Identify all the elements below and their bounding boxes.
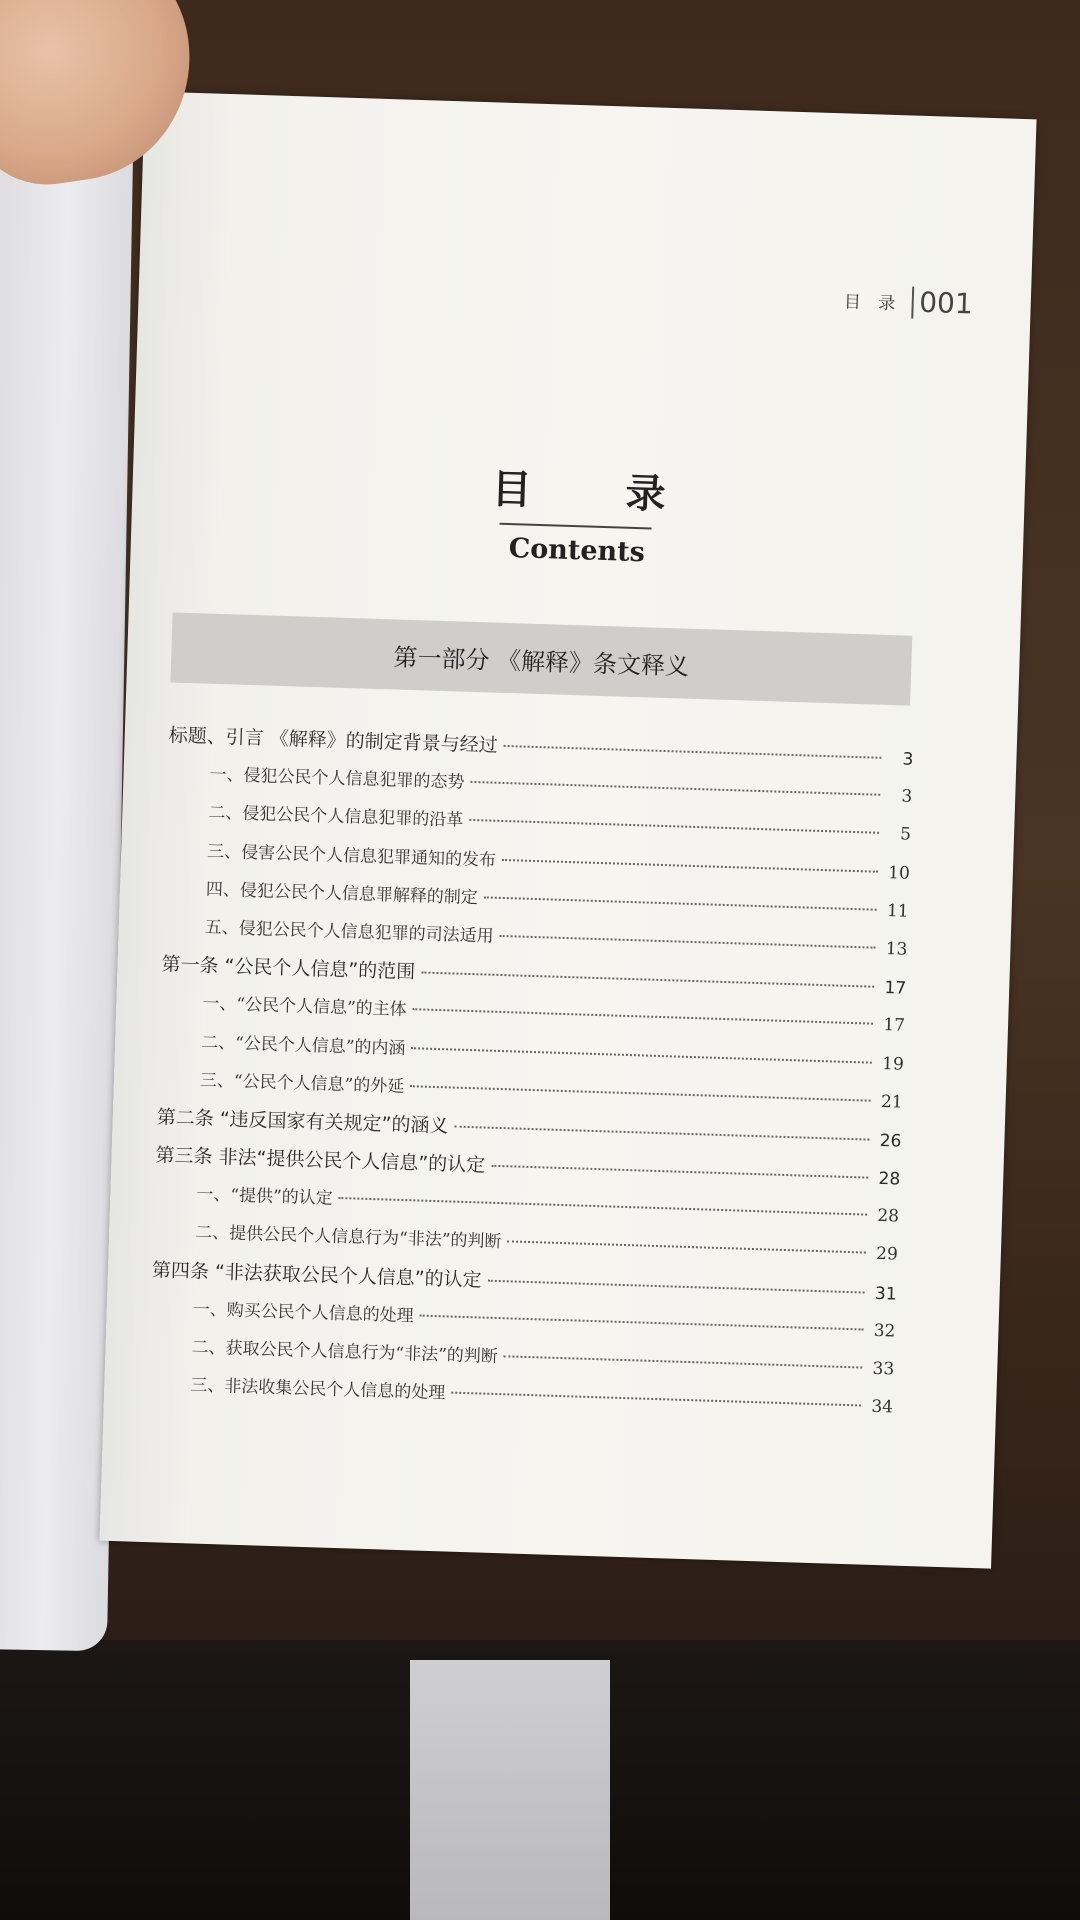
toc-dot-leader	[469, 819, 879, 834]
toc-entry-page: 28	[877, 1206, 900, 1227]
toc-entry-label: 第四条 “非法获取公民个人信息”的认定	[151, 1258, 482, 1292]
header-page-number: 001	[918, 285, 974, 321]
toc-dot-leader	[451, 1392, 861, 1407]
toc-dot-leader	[507, 1241, 865, 1254]
toc-dot-leader	[484, 896, 877, 910]
toc-entry-label: 第二条 “违反国家有关规定”的涵义	[156, 1106, 449, 1138]
toc-entry-label: 三、侵害公民个人信息犯罪通知的发布	[206, 841, 497, 871]
toc-entry-page: 28	[878, 1168, 901, 1190]
toc-dot-leader	[502, 859, 878, 873]
toc-dot-leader	[421, 972, 874, 988]
toc-entry-label: 第一条 “公民个人信息”的范围	[161, 953, 416, 984]
toc-dot-leader	[339, 1197, 867, 1216]
toc-entry-page: 3	[901, 786, 913, 807]
toc-entry-page: 17	[883, 1015, 906, 1036]
toc-entry-page: 17	[884, 978, 907, 999]
toc-entry-page: 29	[875, 1244, 899, 1266]
toc-entry-label: 二、“公民个人信息”的内涵	[200, 1032, 406, 1059]
toc-entry-page: 31	[874, 1283, 897, 1305]
toc-entry-label: 标题、引言 《解释》的制定背景与经过	[168, 724, 499, 757]
book-page	[99, 91, 1036, 1568]
light-strip	[410, 1660, 610, 1920]
header-divider	[911, 286, 914, 318]
toc-entry-page: 19	[881, 1053, 905, 1075]
toc-entry-label: 三、非法收集公民个人信息的处理	[190, 1375, 446, 1404]
toc-dot-leader	[504, 745, 882, 759]
toc-entry-page: 3	[902, 749, 914, 770]
page-subtitle: Contents	[508, 533, 646, 569]
toc-dot-leader	[420, 1314, 864, 1330]
toc-dot-leader	[410, 1085, 870, 1101]
toc-dot-leader	[491, 1165, 868, 1179]
toc-dot-leader	[413, 1009, 873, 1025]
toc-entry-label: 二、提供公民个人信息行为“非法”的判断	[194, 1222, 502, 1253]
toc-entry-page: 21	[880, 1091, 903, 1113]
toc-entry-label: 一、“提供”的认定	[196, 1184, 333, 1210]
toc-entry-label: 第三条 非法“提供公民个人信息”的认定	[155, 1144, 486, 1177]
table-of-contents	[148, 720, 914, 1430]
toc-entry-page: 34	[871, 1397, 894, 1418]
toc-dot-leader	[454, 1125, 869, 1140]
toc-entry-label: 二、侵犯公民个人信息犯罪的沿革	[208, 803, 464, 832]
toc-entry-page: 33	[872, 1358, 895, 1380]
part-heading-band	[170, 612, 912, 705]
toc-entry-page: 5	[899, 824, 912, 846]
running-header	[843, 283, 973, 320]
title-rule	[500, 523, 652, 530]
toc-entry-label: 一、购买公民个人信息的处理	[192, 1299, 414, 1327]
toc-entry-page: 13	[885, 938, 908, 960]
toc-dot-leader	[500, 935, 876, 949]
toc-entry-label: 一、“公民个人信息”的主体	[202, 993, 407, 1021]
page-title: 目 录	[490, 465, 707, 520]
toc-entry-label: 三、“公民个人信息”的外延	[199, 1070, 405, 1097]
toc-dot-leader	[488, 1279, 865, 1293]
toc-entry-page: 11	[886, 900, 909, 922]
toc-entry-label: 二、获取公民个人信息行为“非法”的判断	[191, 1337, 499, 1368]
toc-entry-label: 四、侵犯公民个人信息罪解释的制定	[205, 879, 479, 908]
toc-entry-page: 26	[879, 1130, 902, 1152]
toc-entry-page: 32	[873, 1320, 896, 1342]
header-label: 目 录	[843, 292, 902, 315]
toc-dot-leader	[504, 1355, 862, 1368]
toc-entry-label: 五、侵犯公民个人信息犯罪的司法适用	[204, 917, 494, 947]
toc-entry-page: 10	[887, 862, 911, 884]
part-title: 第一部分 《解释》条文释义	[393, 642, 690, 681]
toc-dot-leader	[470, 781, 880, 796]
toc-dot-leader	[411, 1047, 871, 1063]
toc-entry-label: 一、侵犯公民个人信息犯罪的态势	[209, 764, 465, 793]
